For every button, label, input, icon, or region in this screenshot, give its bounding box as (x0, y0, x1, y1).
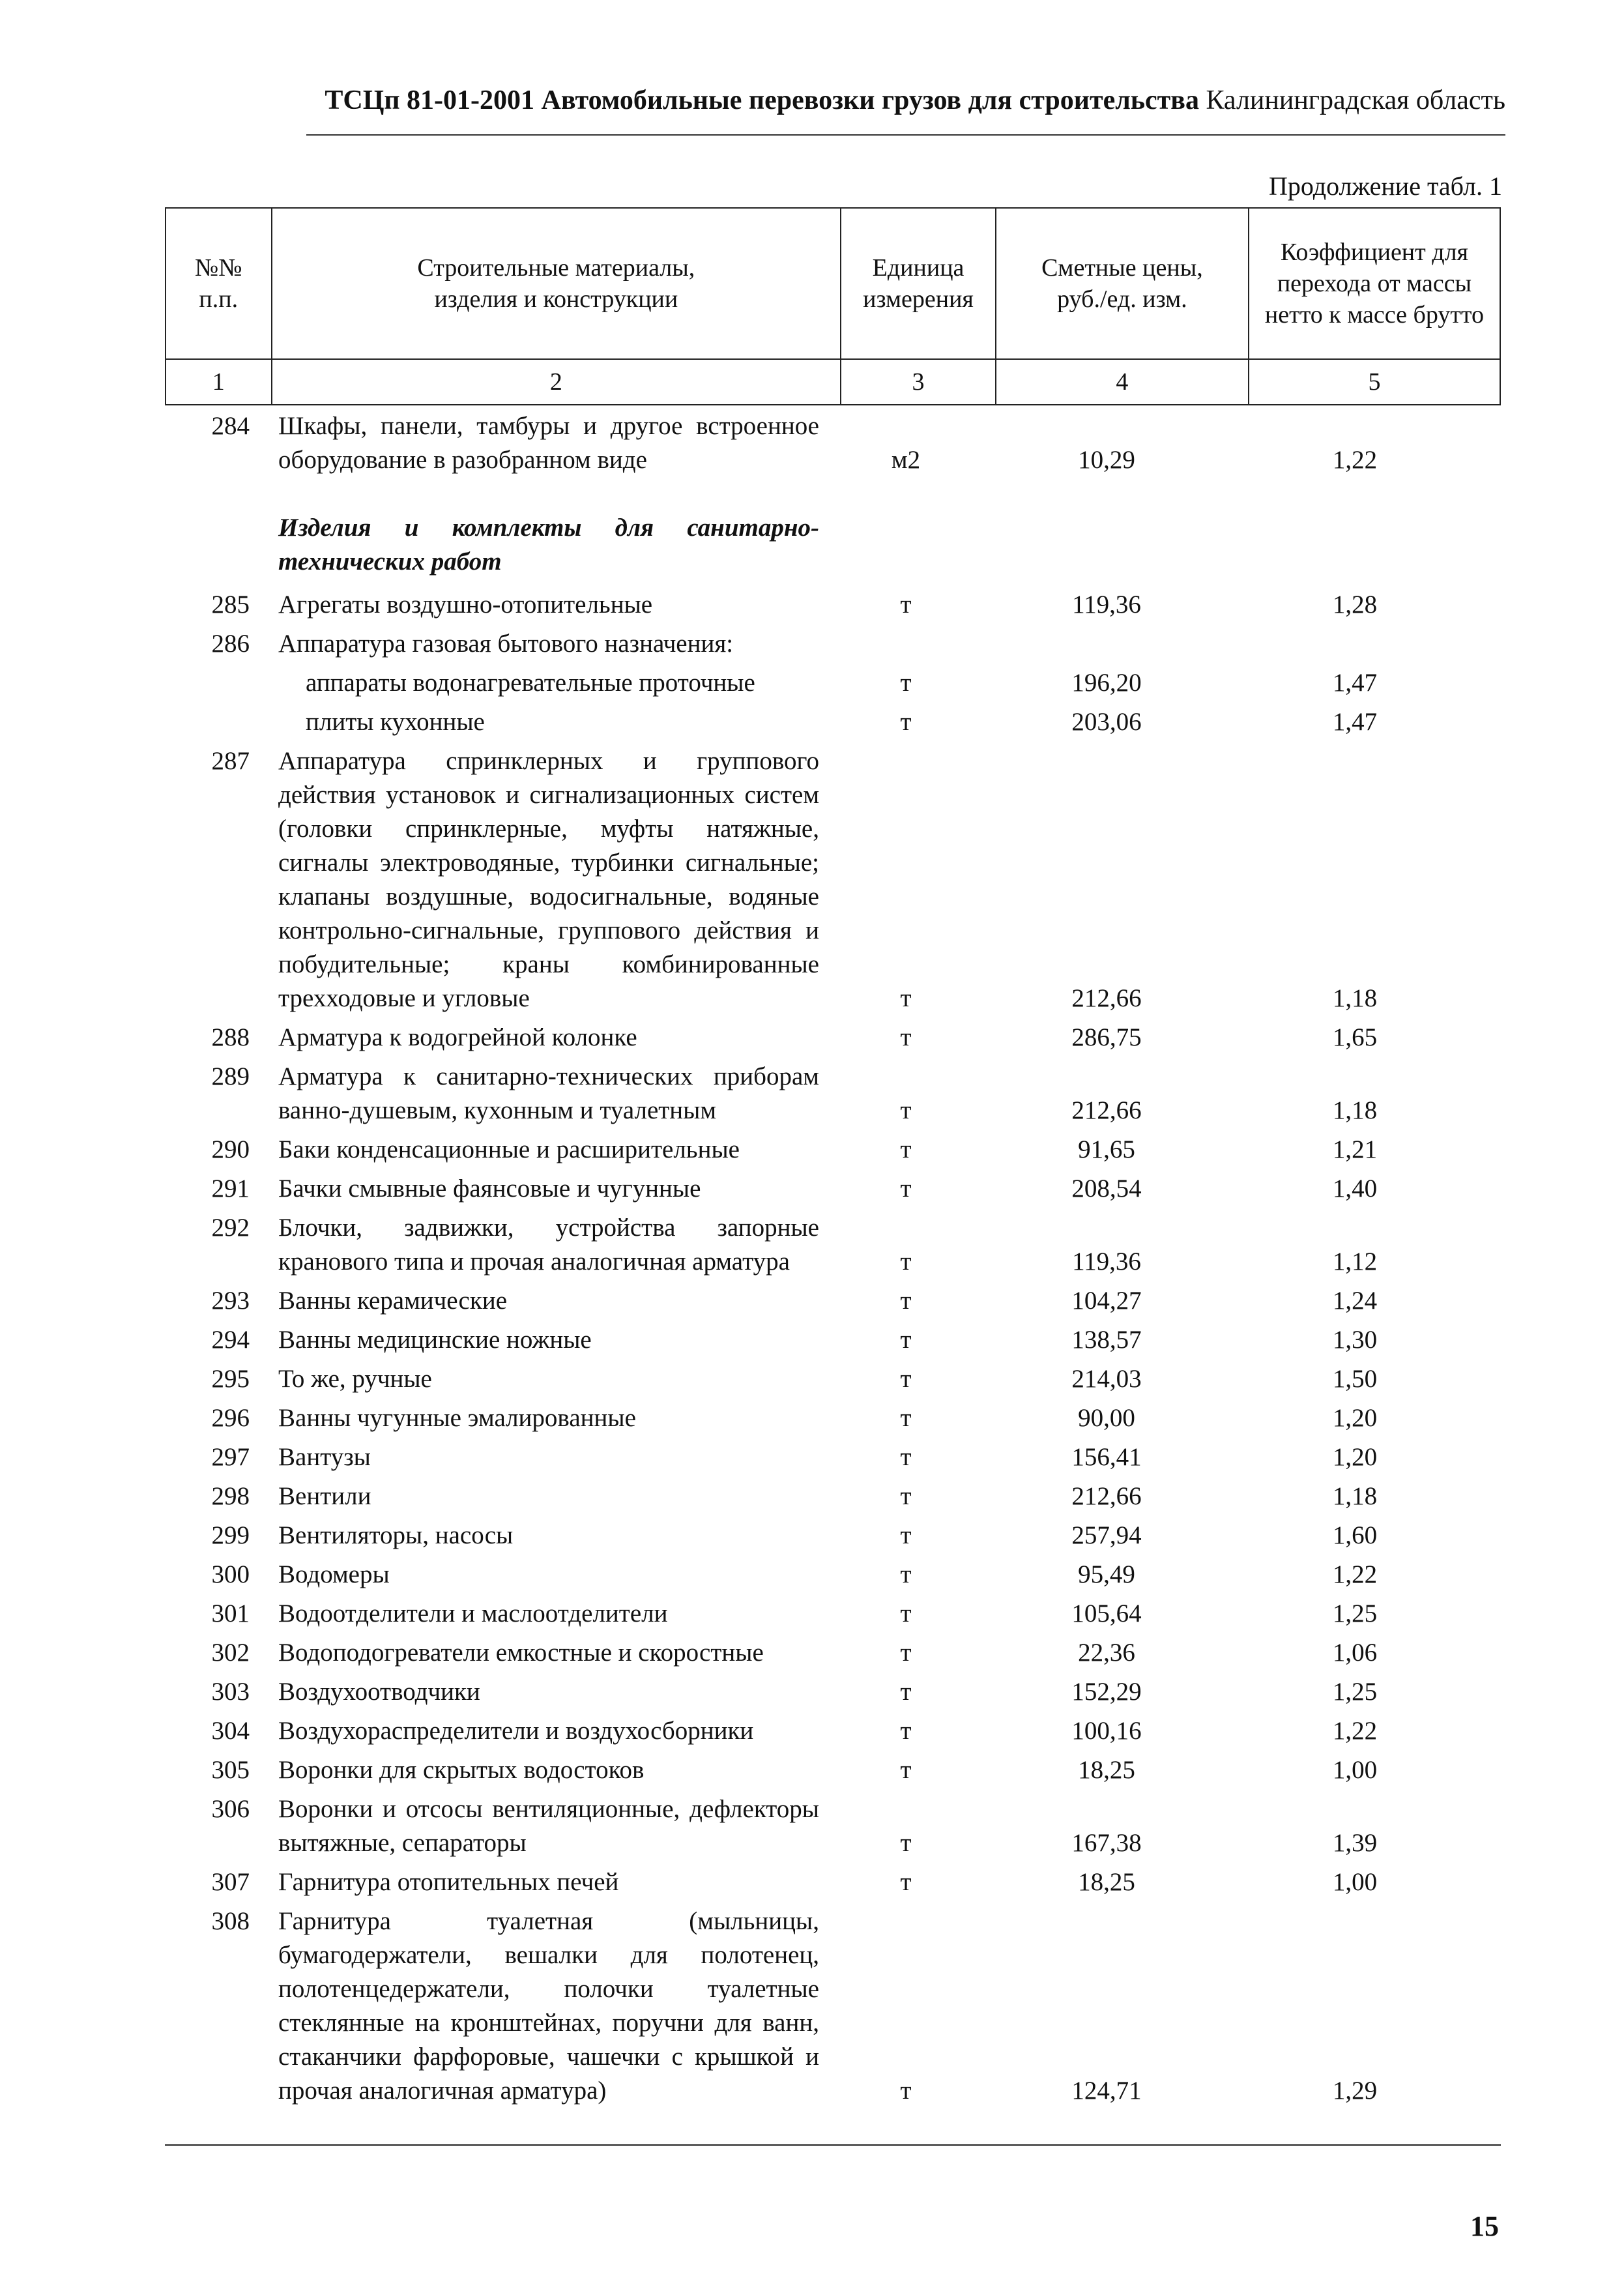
row-number: 292 (211, 1214, 250, 1242)
table-row (165, 1865, 1501, 1904)
row-number: 295 (211, 1365, 250, 1393)
material-name: Шкафы, панели, тамбуры и другое встроенное оборудование в разобранном виде (278, 412, 819, 474)
unit: т (900, 1717, 912, 1745)
table-continuation-label: Продолжение табл. 1 (1269, 171, 1502, 201)
table-row (165, 1636, 1501, 1675)
table-row (165, 1133, 1501, 1172)
material-name: Вентиляторы, насосы (278, 1521, 514, 1549)
price: 167,38 (1071, 1829, 1142, 1857)
price: 203,06 (1071, 708, 1142, 736)
price: 156,41 (1071, 1443, 1142, 1471)
coefficient: 1,65 (1332, 1023, 1378, 1051)
material-name: Вентили (278, 1482, 371, 1510)
unit: т (900, 1287, 912, 1315)
header-title: ТСЦп 81-01-2001 Автомобильные перевозки грузов для строительства (325, 85, 1199, 115)
coefficient: 1,22 (1332, 1560, 1378, 1588)
price: 124,71 (1071, 2077, 1142, 2105)
price: 100,16 (1071, 1717, 1142, 1745)
coefficient: 1,18 (1332, 1096, 1378, 1124)
coefficient: 1,20 (1332, 1404, 1378, 1432)
row-number: 296 (211, 1404, 250, 1432)
price: 212,66 (1071, 1482, 1142, 1510)
coefficient: 1,47 (1332, 708, 1378, 736)
row-number: 290 (211, 1135, 250, 1163)
coefficient: 1,29 (1332, 2077, 1378, 2105)
column-number-3: 3 (841, 359, 996, 405)
price: 18,25 (1078, 1868, 1135, 1896)
material-name: Воронки для скрытых водостоков (278, 1756, 645, 1784)
table-row (165, 1323, 1501, 1362)
price: 104,27 (1071, 1287, 1142, 1315)
coefficient: 1,28 (1332, 591, 1378, 619)
price: 214,03 (1071, 1365, 1142, 1393)
table-row (165, 705, 1501, 744)
table-row (165, 1060, 1501, 1133)
coefficient: 1,30 (1332, 1326, 1378, 1354)
coefficient: 1,24 (1332, 1287, 1378, 1315)
row-number: 291 (211, 1175, 250, 1203)
coefficient: 1,18 (1332, 1482, 1378, 1510)
unit: т (900, 1023, 912, 1051)
table-row (165, 1021, 1501, 1060)
price: 286,75 (1071, 1023, 1142, 1051)
coefficient: 1,22 (1332, 1717, 1378, 1745)
coefficient: 1,12 (1332, 1248, 1378, 1276)
table-row (165, 1440, 1501, 1480)
unit: т (900, 669, 912, 697)
coefficient: 1,00 (1332, 1868, 1378, 1896)
table-row (165, 1211, 1501, 1284)
row-number: 298 (211, 1482, 250, 1510)
material-name: Водомеры (278, 1560, 390, 1588)
row-number: 284 (211, 412, 250, 440)
price: 10,29 (1078, 446, 1135, 474)
price: 138,57 (1071, 1326, 1142, 1354)
coefficient: 1,39 (1332, 1829, 1378, 1857)
row-number: 285 (211, 591, 250, 619)
table-row (165, 1480, 1501, 1519)
price: 212,66 (1071, 1096, 1142, 1124)
material-name: Вантузы (278, 1443, 371, 1471)
table-row (165, 666, 1501, 705)
unit: т (900, 1443, 912, 1471)
unit: т (900, 1482, 912, 1510)
material-name: Ванны чугунные эмалированные (278, 1404, 636, 1432)
coefficient: 1,06 (1332, 1639, 1378, 1667)
coefficient: 1,21 (1332, 1135, 1378, 1163)
row-number: 294 (211, 1326, 250, 1354)
unit: т (900, 1678, 912, 1706)
unit: т (900, 1868, 912, 1896)
row-number: 297 (211, 1443, 250, 1471)
column-header-5: Коэффициент для перехода от массы нетто к массе брутто (1249, 208, 1500, 359)
unit: т (900, 2077, 912, 2105)
row-number: 308 (211, 1907, 250, 1935)
price: 22,36 (1078, 1639, 1135, 1667)
table-row (165, 1519, 1501, 1558)
table-body (165, 409, 1501, 2113)
material-name: Воздухораспределители и воздухосборники (278, 1717, 754, 1745)
table-row (165, 1284, 1501, 1323)
table-row (165, 1172, 1501, 1211)
price: 212,66 (1071, 984, 1142, 1012)
coefficient: 1,00 (1332, 1756, 1378, 1784)
price: 119,36 (1072, 1248, 1141, 1276)
unit: т (900, 1521, 912, 1549)
material-name: Аппаратура газовая бытового назначения: (278, 630, 734, 658)
unit: т (900, 708, 912, 736)
coefficient: 1,60 (1332, 1521, 1378, 1549)
unit: т (900, 1829, 912, 1857)
material-name: Водоотделители и маслоотделители (278, 1599, 668, 1627)
table-row (165, 627, 1501, 666)
unit: т (900, 1248, 912, 1276)
page-number: 15 (1470, 2210, 1499, 2242)
material-name: плиты кухонные (306, 708, 485, 736)
price: 196,20 (1071, 669, 1142, 697)
coefficient: 1,50 (1332, 1365, 1378, 1393)
material-name: Баки конденсационные и расширительные (278, 1135, 740, 1163)
table-bottom-rule (165, 2144, 1501, 2146)
material-name: Блочки, задвижки, устройства запорные кранового типа и прочая аналогичная арматура (278, 1214, 819, 1276)
material-name: То же, ручные (278, 1365, 432, 1393)
price: 208,54 (1071, 1175, 1142, 1203)
row-number: 286 (211, 630, 250, 658)
table-header (165, 207, 1501, 405)
unit: т (900, 591, 912, 619)
table-row (165, 1597, 1501, 1636)
column-header-2: Строительные материалы, изделия и конструкции (272, 208, 841, 359)
table-row (165, 1714, 1501, 1753)
unit: т (900, 1639, 912, 1667)
column-number-4: 4 (996, 359, 1249, 405)
row-number: 304 (211, 1717, 250, 1745)
price: 152,29 (1071, 1678, 1142, 1706)
column-header-3: Единица измерения (841, 208, 996, 359)
coefficient: 1,18 (1332, 984, 1378, 1012)
table-row (165, 1675, 1501, 1714)
price: 257,94 (1071, 1521, 1142, 1549)
material-name: Гарнитура туалетная (мыльницы, бумагодержатели, вешалки для полотенец, полотенцедержатели, полочки туалетные стеклянные на кронштейнах, поручни для ванн, стаканчики фарфоровые, чашечки с крышкой и прочая аналогичная арматура) (278, 1907, 819, 2105)
material-name: Гарнитура отопительных печей (278, 1868, 619, 1896)
material-name: Воздухоотводчики (278, 1678, 480, 1706)
table-row (165, 1792, 1501, 1865)
material-name: Арматура к санитарно-технических приборам ванно-душевым, кухонным и туалетным (278, 1062, 819, 1124)
unit: т (900, 1096, 912, 1124)
header-rule (306, 134, 1505, 136)
unit: т (900, 1175, 912, 1203)
row-number: 306 (211, 1795, 250, 1823)
section-heading-row (165, 482, 1501, 588)
price: 90,00 (1078, 1404, 1135, 1432)
material-name: Водоподогреватели емкостные и скоростные (278, 1639, 764, 1667)
row-number: 287 (211, 747, 250, 775)
table-row (165, 1362, 1501, 1401)
price: 119,36 (1072, 591, 1141, 619)
material-name: Агрегаты воздушно-отопительные (278, 591, 653, 619)
row-number: 307 (211, 1868, 250, 1896)
unit: м2 (891, 446, 921, 474)
price: 91,65 (1078, 1135, 1135, 1163)
price: 18,25 (1078, 1756, 1135, 1784)
table-row (165, 1753, 1501, 1792)
material-name: аппараты водонагревательные проточные (306, 669, 755, 697)
column-headers (166, 208, 1500, 359)
row-number: 302 (211, 1639, 250, 1667)
material-name: Ванны медицинские ножные (278, 1326, 592, 1354)
running-header (306, 85, 1505, 116)
row-number: 299 (211, 1521, 250, 1549)
material-name: Бачки смывные фаянсовые и чугунные (278, 1175, 701, 1203)
column-header-1: №№ п.п. (166, 208, 272, 359)
row-number: 305 (211, 1756, 250, 1784)
unit: т (900, 1404, 912, 1432)
unit: т (900, 1756, 912, 1784)
row-number: 288 (211, 1023, 250, 1051)
table-row (165, 1904, 1501, 2113)
unit: т (900, 1560, 912, 1588)
unit: т (900, 984, 912, 1012)
coefficient: 1,47 (1332, 669, 1378, 697)
row-number: 303 (211, 1678, 250, 1706)
table-row (165, 588, 1501, 627)
price: 95,49 (1078, 1560, 1135, 1588)
unit: т (900, 1599, 912, 1627)
material-name: Изделия и комплекты для санитарно-технических работ (278, 514, 819, 576)
coefficient: 1,25 (1332, 1678, 1378, 1706)
unit: т (900, 1326, 912, 1354)
coefficient: 1,22 (1332, 446, 1378, 474)
header-region: Калининградская область (1206, 85, 1505, 115)
unit: т (900, 1135, 912, 1163)
table-row (165, 409, 1501, 482)
coefficient: 1,40 (1332, 1175, 1378, 1203)
material-name: Арматура к водогрейной колонке (278, 1023, 637, 1051)
column-number-1: 1 (166, 359, 272, 405)
column-header-4: Сметные цены, руб./ед. изм. (996, 208, 1249, 359)
material-name: Аппаратура спринклерных и группового действия установок и сигнализационных систем (головки спринклерные, муфты натяжные, сигналы электроводяные, турбинки сигнальные; клапаны воздушные, водосигнальные, водяные контрольно-сигнальные, группового действия и побудительные; краны комбинированные трехходовые и угловые (278, 747, 819, 1012)
material-name: Ванны керамические (278, 1287, 507, 1315)
unit: т (900, 1365, 912, 1393)
coefficient: 1,25 (1332, 1599, 1378, 1627)
row-number: 301 (211, 1599, 250, 1627)
price: 105,64 (1071, 1599, 1142, 1627)
row-number: 293 (211, 1287, 250, 1315)
table-row (165, 744, 1501, 1021)
material-name: Воронки и отсосы вентиляционные, дефлекторы вытяжные, сепараторы (278, 1795, 819, 1857)
row-number: 300 (211, 1560, 250, 1588)
column-number-5: 5 (1249, 359, 1500, 405)
row-number: 289 (211, 1062, 250, 1090)
table-row (165, 1558, 1501, 1597)
column-numbers (166, 359, 1500, 405)
table-row (165, 1401, 1501, 1440)
coefficient: 1,20 (1332, 1443, 1378, 1471)
column-number-2: 2 (272, 359, 841, 405)
